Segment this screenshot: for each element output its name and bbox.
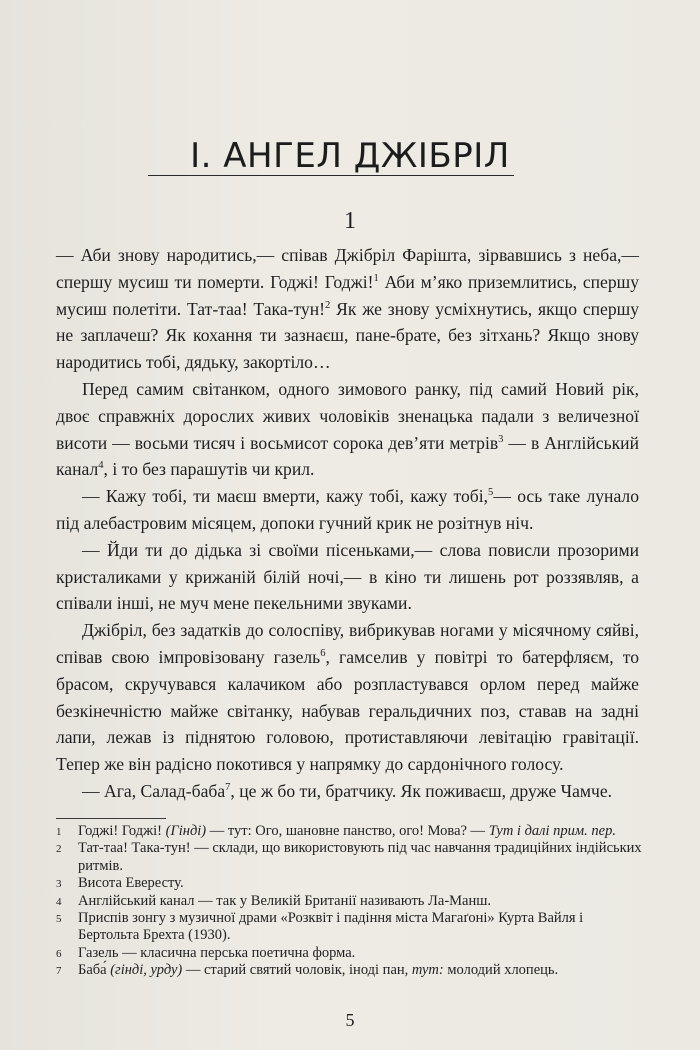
paragraph-text: — в Англійський канал — [56, 432, 639, 480]
footnote-italic-text: тут: — [411, 962, 444, 979]
footnote-ref: 4 — [98, 460, 104, 472]
footnote-text: Приспів зонгу з музичної драми «Розквіт і падіння міста Магаґоні» Курта Вайля і Бертольта Брехта (1930). — [78, 910, 584, 944]
footnote-text: Газель — класична перська поетична форма. — [78, 944, 356, 961]
footnote-ref: 7 — [225, 782, 231, 794]
paragraph-text: — Йди ти до дідька зі своїми пісеньками,— слова повисли прозорими кристаликами у крижаній білій ночі,— в кіно ти лишень рот роззявляв, а співали інші, не муч мене пекельними звуками. — [56, 539, 639, 614]
footnote-number: 3 — [56, 878, 62, 891]
footnote-ref: 1 — [373, 272, 379, 284]
footnote-text: — старий святий чоловік, іноді пан, — [182, 962, 412, 979]
footnote-number: 6 — [56, 947, 62, 960]
footnote-ref: 3 — [498, 433, 504, 445]
paragraph — [56, 376, 639, 483]
footnote-text: молодий хлопець. — [443, 962, 559, 979]
footnotes — [56, 823, 646, 980]
footnote — [56, 945, 646, 962]
footnote-ref: 2 — [325, 299, 331, 311]
footnote-number: 2 — [56, 843, 62, 856]
paragraph-text: Як же знову усміхнутись, якщо спершу не заплачеш? Як кохання ти зазнаєш, пане-брате, без зітхань? Якщо знову народитись тобі, дядьку, закортіло… — [56, 298, 640, 373]
paragraph-text: — ось таке лунало під алебастровим місяцем, допоки гучний крик не розітнув ніч. — [56, 486, 639, 533]
paragraph — [56, 242, 639, 376]
footnote-text: Англійський канал — так у Великій Британії називають Ла-Манш. — [78, 892, 492, 909]
footnote — [56, 840, 646, 875]
footnote — [56, 910, 646, 945]
footnote-text: Баба́ — [78, 962, 111, 979]
page-number: 5 — [345, 1010, 355, 1030]
footnote-number: 7 — [56, 965, 62, 978]
paragraph-text: , і то без парашутів чи крил. — [103, 459, 315, 480]
paragraph-text: Джібріл, без задатків до солоспіву, вибрикував ногами у місячному сяйві, співав свою імпровізовану газель — [56, 620, 639, 667]
footnote-italic-text: (гінді, урду) — [110, 962, 183, 979]
paragraph-text: Перед самим світанком, одного зимового ранку, під самий Новий рік, двоє справжніх дорослих живих чоловіків зненацька падали з величезної висоти — восьми тисяч і восьмисот сорока дев’яти метрів — [56, 378, 639, 453]
footnote-italic-text: Тут і далі прим. пер. — [488, 823, 616, 839]
paragraph-text: , це ж бо ти, братчику. Як поживаєш, друже Чамче. — [230, 780, 613, 801]
title-underline — [148, 175, 514, 176]
footnote-text: Тат-таа! Така-тун! — склади, що використовують під час навчання традиційних індійських ритмів. — [78, 840, 642, 874]
paragraph — [56, 483, 639, 537]
footnote-text: — тут: Ого, шановне панство, ого! Мова? — — [206, 823, 489, 839]
footnote-ref: 6 — [320, 648, 326, 660]
body-text — [56, 242, 639, 805]
paragraph — [56, 617, 639, 778]
paragraph — [56, 778, 639, 805]
footnote-number: 4 — [56, 895, 62, 908]
footnote-text: Годжі! Годжі! — [78, 823, 166, 839]
paragraph-text: — Аби знову народитись,— співав Джібріл Фарішта, зірвавшись з неба,— спершу мусиш ти померти. Годжі! Годжі! — [56, 245, 639, 292]
footnote — [56, 893, 646, 910]
footnote-italic-text: (Гінді) — [165, 823, 207, 839]
footnote-number: 5 — [56, 913, 62, 926]
footnote-text: Висота Евересту. — [78, 875, 184, 892]
paragraph-text: — Кажу тобі, ти маєш вмерти, кажу тобі, кажу тобі, — [82, 486, 489, 507]
footnote — [56, 875, 646, 892]
footnote-divider — [56, 818, 166, 819]
paragraph-text: Аби м’яко приземлитись, спершу мусиш полетіти. Тат-таа! Така-тун! — [56, 271, 639, 319]
section-number: 1 — [344, 208, 356, 234]
chapter-title: I. АНГЕЛ ДЖІБРІЛ — [190, 136, 510, 176]
footnote — [56, 823, 646, 840]
paragraph-text: — Ага, Салад-баба — [82, 780, 226, 801]
footnote — [56, 962, 646, 979]
paragraph — [56, 537, 639, 617]
paragraph-text: , гамселив у повітрі то батерфляєм, то брасом, скручувався калачиком або розпластувався орлом перед майже безкінечністю майже світанку, набував геральдичних поз, ставав на задні лапи, лежав із піднятою головою, протиставляючи левітацію гравітації. Тепер же він радісно покотився у напрямку до сардонічного голосу. — [56, 646, 639, 775]
footnote-ref: 5 — [488, 487, 494, 499]
footnote-number: 1 — [56, 826, 62, 838]
